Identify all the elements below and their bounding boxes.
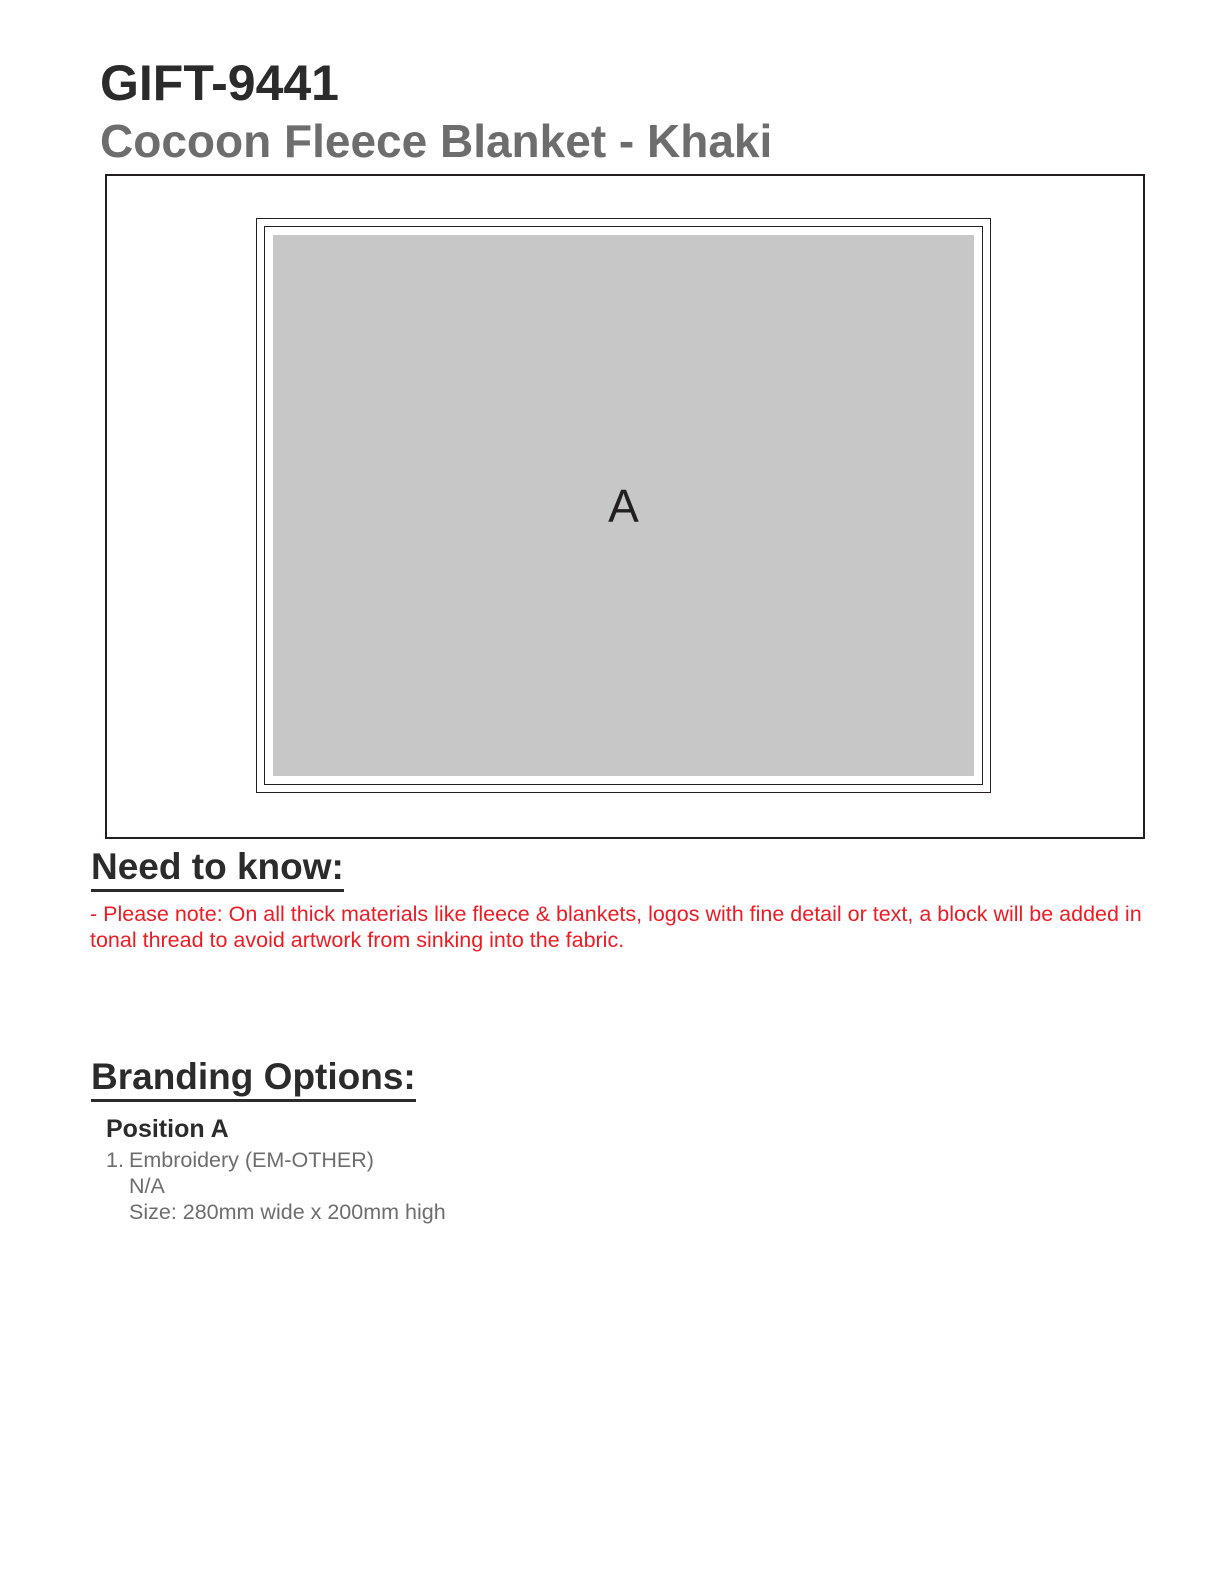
blanket-outline: [256, 218, 991, 793]
blanket-hem: [264, 226, 983, 785]
position-title: Position A: [106, 1115, 229, 1143]
option-detail: N/A: [129, 1174, 165, 1198]
option-number: 1.: [106, 1148, 124, 1172]
branding-option-list: [106, 1147, 446, 1225]
branding-options-heading: Branding Options:: [91, 1058, 416, 1102]
product-code: GIFT-9441: [100, 55, 339, 111]
option-method: Embroidery (EM-OTHER): [129, 1148, 374, 1172]
position-marker: A: [608, 480, 639, 532]
product-name: Cocoon Fleece Blanket - Khaki: [100, 115, 773, 167]
print-area-a: [273, 235, 974, 776]
product-illustration: [105, 174, 1145, 839]
option-size: Size: 280mm wide x 200mm high: [129, 1200, 446, 1224]
branding-option-method-line: [106, 1147, 446, 1173]
need-to-know-heading: Need to know:: [91, 848, 344, 892]
need-to-know-note: - Please note: On all thick materials like fleece & blankets, logos with fine detail or text, a block will be added in tonal thread to avoid artwork from sinking into the fabric.: [90, 902, 1142, 952]
